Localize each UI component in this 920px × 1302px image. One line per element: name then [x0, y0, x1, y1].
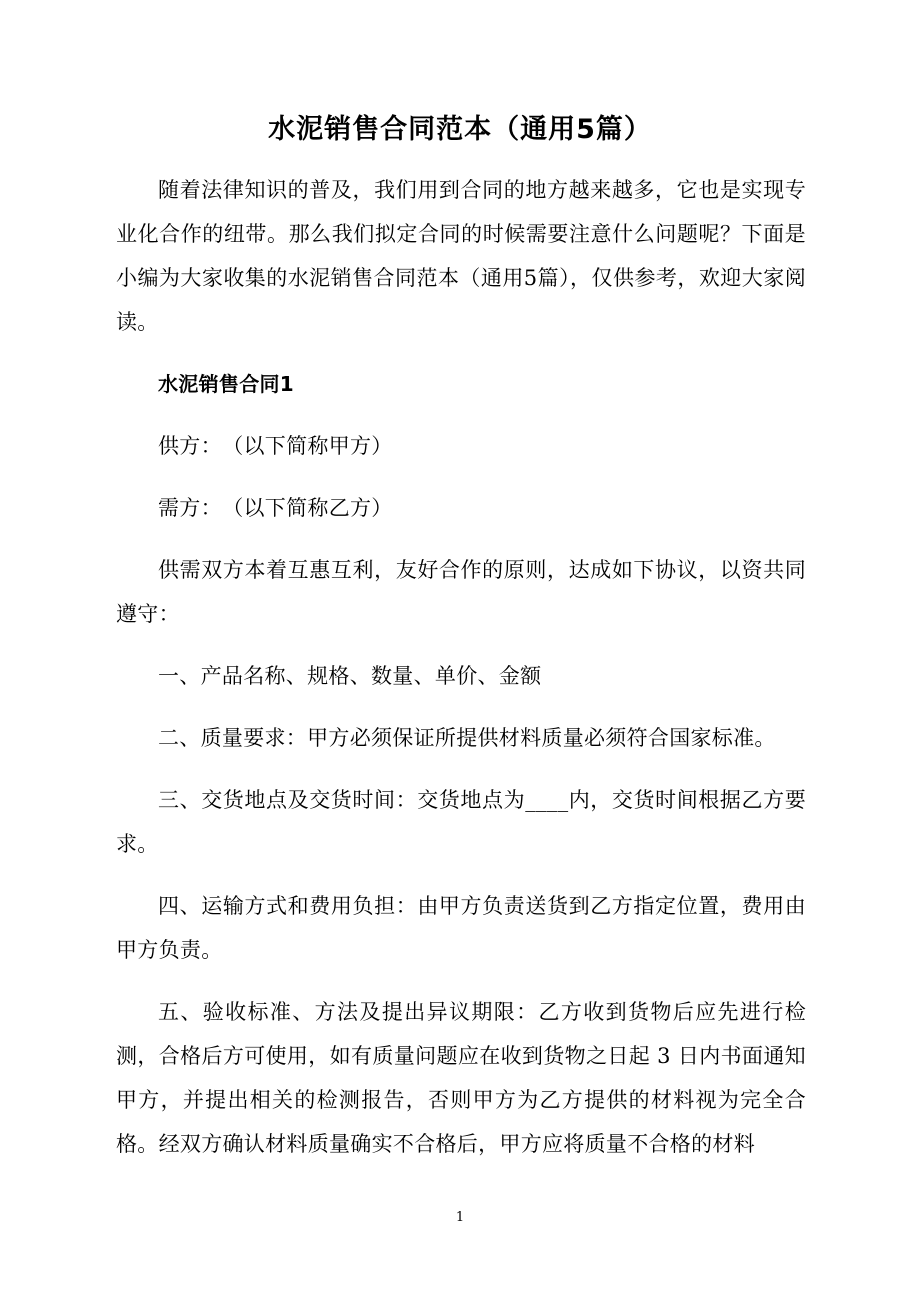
- section-heading: 水泥销售合同1: [158, 372, 295, 396]
- agreement-paragraph: 供需双方本着互惠互利，友好合作的原则，达成如下协议，以资共同遵守：: [116, 558, 806, 626]
- clause-4: 四、运输方式和费用负担：由甲方负责送货到乙方指定位置，费用由甲方负责。: [116, 894, 806, 962]
- document-body: [116, 168, 806, 1184]
- intro-paragraph: 随着法律知识的普及，我们用到合同的地方越来越多，它也是实现专业化合作的纽带。那么我们拟定合同的时候需要注意什么问题呢？下面是小编为大家收集的水泥销售合同范本（通用5篇），仅供参考，欢迎大家阅读。: [116, 178, 806, 334]
- clause-2: 二、质量要求：甲方必须保证所提供材料质量必须符合国家标准。: [158, 726, 776, 750]
- page-number: 1: [455, 1210, 465, 1225]
- clause-1: 一、产品名称、规格、数量、单价、金额: [158, 664, 542, 688]
- clause-5: 五、验收标准、方法及提出异议期限：乙方收到货物后应先进行检测，合格后方可使用，如有质量问题应在收到货物之日起 3 日内书面通知甲方，并提出相关的检测报告，否则甲方为乙方提供的材料视为完全合格。经双方确认材料质量确实不合格后，甲方应将质量不合格的材料: [116, 1000, 806, 1156]
- document-title: 水泥销售合同范本（通用5篇）: [268, 114, 652, 145]
- supplier-line: 供方： （以下简称甲方）: [158, 434, 393, 458]
- buyer-line: 需方： （以下简称乙方）: [158, 496, 393, 520]
- clause-3: 三、交货地点及交货时间：交货地点为____内，交货时间根据乙方要求。: [116, 788, 806, 856]
